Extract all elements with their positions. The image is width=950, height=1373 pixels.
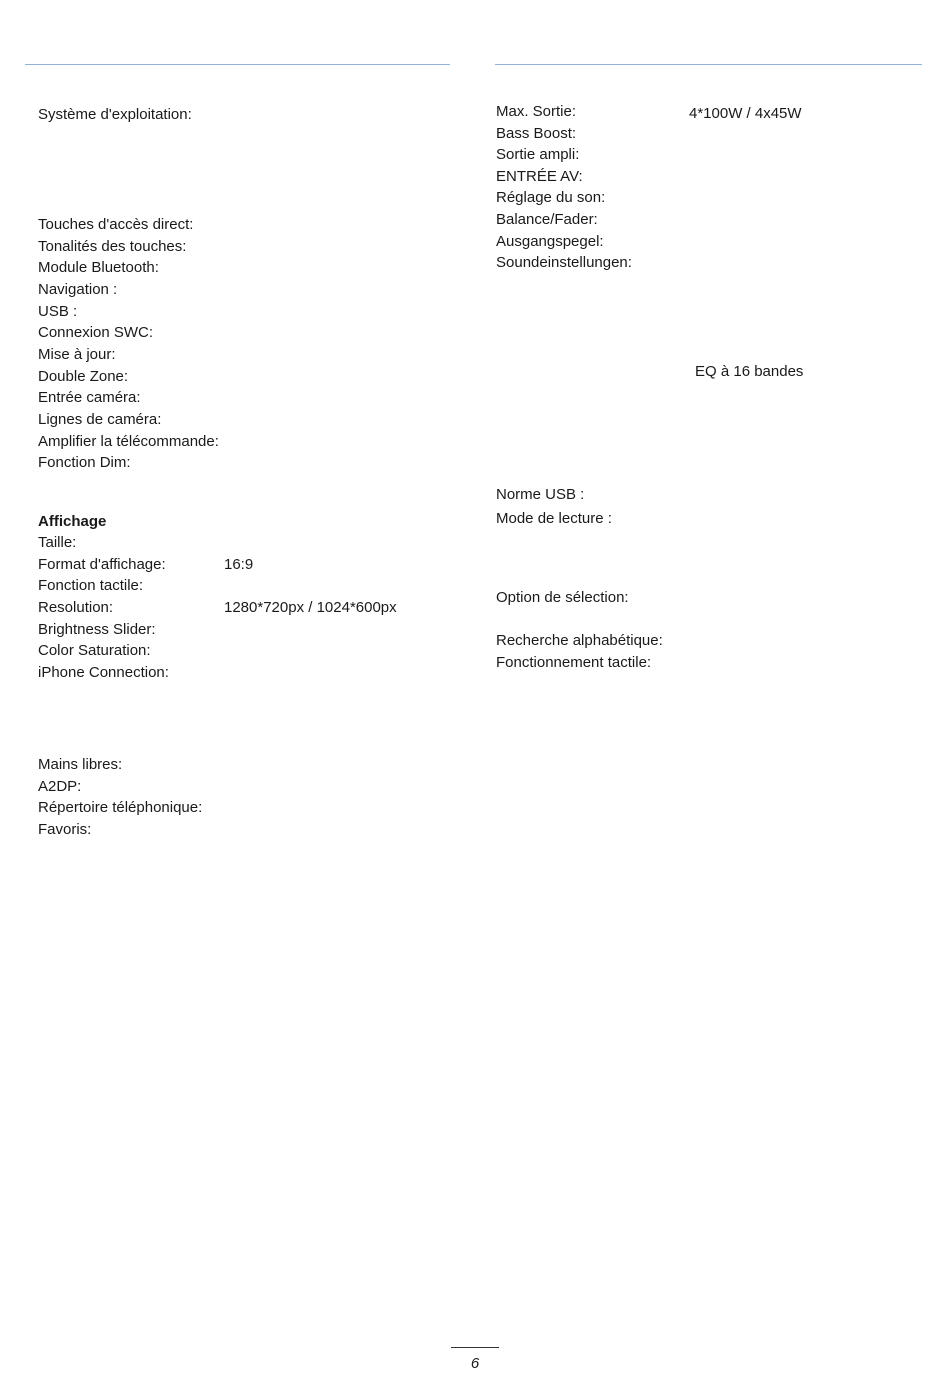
audio-label: Ausgangspegel: <box>496 233 604 250</box>
feature-label: Entrée caméra: <box>38 389 141 406</box>
feature-label: Touches d'accès direct: <box>38 216 194 233</box>
alpha-search-label: Recherche alphabétique: <box>496 632 663 649</box>
eq-value: EQ à 16 bandes <box>695 363 804 380</box>
phone-label: Favoris: <box>38 821 92 838</box>
display-heading: Affichage <box>38 513 107 530</box>
display-label: Color Saturation: <box>38 642 151 659</box>
feature-label: Amplifier la télécommande: <box>38 433 219 450</box>
feature-label: Tonalités des touches: <box>38 238 187 255</box>
display-value: 1280*720px / 1024*600px <box>224 599 397 616</box>
display-label: Taille: <box>38 534 77 551</box>
audio-label: Soundeinstellungen: <box>496 254 632 271</box>
feature-label: Fonction Dim: <box>38 454 131 471</box>
touch-operation-label: Fonctionnement tactile: <box>496 654 652 671</box>
audio-label: Sortie ampli: <box>496 146 580 163</box>
display-label: iPhone Connection: <box>38 664 169 681</box>
select-option-label: Option de sélection: <box>496 589 629 606</box>
audio-label: ENTRÉE AV: <box>496 168 583 185</box>
display-label: Brightness Slider: <box>38 621 156 638</box>
right-header-rule <box>495 64 922 65</box>
feature-label: Connexion SWC: <box>38 324 154 341</box>
display-label: Fonction tactile: <box>38 577 144 594</box>
left-header-rule <box>25 64 450 65</box>
feature-label: Navigation : <box>38 281 118 298</box>
display-value: 16:9 <box>224 556 254 573</box>
usb-norm-label: Norme USB : <box>496 486 585 503</box>
page-number: 6 <box>470 1355 480 1372</box>
audio-label: Max. Sortie: <box>496 103 577 120</box>
phone-label: Mains libres: <box>38 756 123 773</box>
feature-label: Module Bluetooth: <box>38 259 159 276</box>
page-number-rule <box>451 1347 499 1348</box>
audio-label: Bass Boost: <box>496 125 577 142</box>
feature-label: Double Zone: <box>38 368 129 385</box>
feature-label: USB : <box>38 303 78 320</box>
feature-label: Lignes de caméra: <box>38 411 162 428</box>
phone-label: Répertoire téléphonique: <box>38 799 203 816</box>
feature-label: Mise à jour: <box>38 346 116 363</box>
audio-value: 4*100W / 4x45W <box>689 105 802 122</box>
display-label: Format d'affichage: <box>38 556 166 573</box>
audio-label: Balance/Fader: <box>496 211 598 228</box>
display-label: Resolution: <box>38 599 114 616</box>
os-label: Système d'exploitation: <box>38 106 192 123</box>
play-mode-label: Mode de lecture : <box>496 510 612 527</box>
phone-label: A2DP: <box>38 778 82 795</box>
audio-label: Réglage du son: <box>496 189 606 206</box>
